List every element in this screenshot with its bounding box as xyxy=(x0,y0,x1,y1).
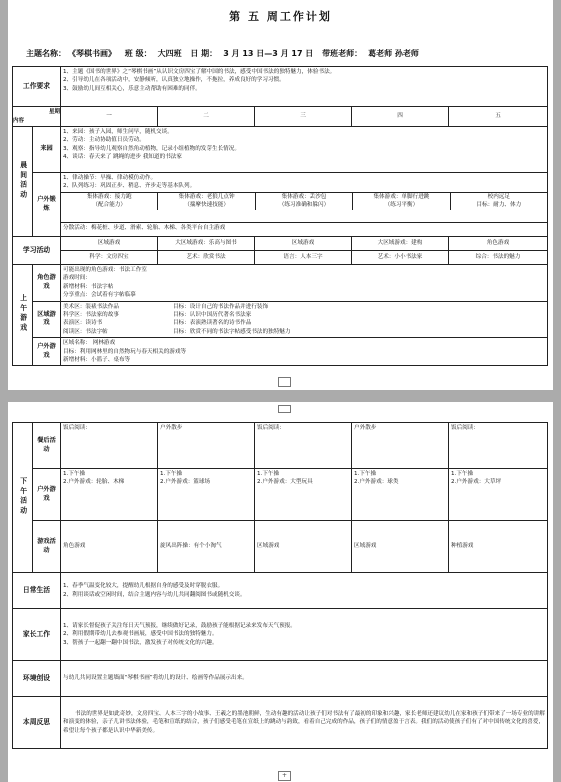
daily-life-content: 1、春季气温变化较大，提醒幼儿根据自身的感受及时穿脱衣服。 2、利用谈话或空闲时间，结合主题内容与幼儿共同翻阅图书或随机交谈。 xyxy=(61,573,548,609)
afternoon-outdoor-cell: 1.下午操 2.户外游戏：篮球场 xyxy=(158,469,255,521)
outdoor-game-1: 集体游戏：接力跑 （配合能力） xyxy=(61,193,158,210)
afternoon-game-cell: 种植游戏 xyxy=(449,521,548,573)
afternoon-outdoor-cell: 1.下午操 2.户外游戏：大型玩具 xyxy=(255,469,352,521)
morning-label: 晨间活动 xyxy=(13,127,33,237)
weekday-header-corner xyxy=(13,107,61,127)
theme-label: 主题名称： xyxy=(26,49,66,58)
parents-work-content: 1、请家长督促孩子关注每日天气预报，继续做好记录，鼓励孩子能根据记录来发布天气预报。 2、利用假期带幼儿去参观书画展，感受中国书法的独特魅力。 3、帮孩子一起翻一翻中国书法，激发孩子对传统文化的兴趣。 xyxy=(61,609,548,661)
goal-line: 2、引导幼儿在各项活动中，安静倾听，认真独立地操作，不拖拉，养成良好的学习习惯。 xyxy=(63,77,285,84)
class-value: 大四班 xyxy=(157,49,182,58)
outdoor-line: 2、队列练习：巩固正步、稍息、齐步走等基本队列。 xyxy=(63,183,196,190)
afternoon-outdoor-cell: 1.下午操 2.户外游戏：轮胎、木梯 xyxy=(61,469,158,521)
after-meal-cell: 饭后阅读： xyxy=(255,423,352,469)
plan-table-2 xyxy=(12,422,548,749)
outdoor-play-label: 户外游戏 xyxy=(33,338,61,366)
date-label: 日 期： xyxy=(190,49,218,58)
outdoor-free-play: 分散活动：梅花桩、步道、滑索、轮胎、木梯、各类平台自主游戏 xyxy=(61,223,548,237)
weekday-label: 星期 xyxy=(48,108,60,115)
after-meal-cell: 饭后阅读： xyxy=(449,423,548,469)
afternoon-game-cell: 区域游戏 xyxy=(352,521,449,573)
role-play-label: 角色游戏 xyxy=(33,265,61,302)
arrive-content xyxy=(61,127,548,173)
afternoon-game-cell: 旋风出阵操：有个小淘气 xyxy=(158,521,255,573)
teacher-label: 带班老师： xyxy=(322,49,363,58)
goals-content xyxy=(61,67,548,107)
after-meal-cell: 户外散步 xyxy=(158,423,255,469)
weekday-3: 三 xyxy=(255,107,352,127)
page-marker[interactable]: + xyxy=(278,771,291,781)
arrive-line: 3、观察：指导幼儿观察自然角动植物，记录小组植物的发芽生长情况。 xyxy=(63,145,240,152)
teacher-value: 葛老师 孙老师 xyxy=(368,49,419,58)
arrive-label: 来园 xyxy=(33,127,61,173)
role-play-content: 可能出现的角色游戏：书法工作室 游戏时间： 新增材料：书法字帖 分享重点：会试着有字帖临摹 xyxy=(61,265,548,302)
learning-cell: 大区域游戏：乐高与图书 xyxy=(158,237,255,251)
weekday-5: 五 xyxy=(449,107,548,127)
afternoon-outdoor-cell: 1.下午操 2.户外游戏：大草坪 xyxy=(449,469,548,521)
weekday-1: 一 xyxy=(61,107,158,127)
afternoon-outdoor-label: 户外游戏 xyxy=(33,469,61,521)
afternoon-label: 下午活动 xyxy=(13,423,33,573)
learning-cell: 语言：人本三字 xyxy=(255,251,352,265)
arrive-line: 1、来园：孩子入园，师生问早，随机交谈。 xyxy=(63,129,173,135)
learning-cell: 艺术：欣赏书法 xyxy=(158,251,255,265)
learning-label: 学习活动 xyxy=(13,237,61,265)
outdoor-game-2: 集体游戏：老狼几点钟 （揣摩快速技能） xyxy=(158,193,255,210)
morning-outdoor-content xyxy=(61,173,548,223)
page-1 xyxy=(8,0,553,390)
learning-cell: 角色游戏 xyxy=(449,237,548,251)
page-2 xyxy=(8,402,553,782)
morning-games-label: 上午游戏 xyxy=(13,265,33,366)
outdoor-game-4: 集体游戏：单脚行进跳 （练习平衡） xyxy=(353,193,450,210)
learning-cell: 科学：文房四宝 xyxy=(61,251,158,265)
theme-value: 《琴棋书画》 xyxy=(72,49,116,58)
after-meal-cell: 饭后阅读： xyxy=(61,423,158,469)
outdoor-play-content: 区域名称： 网林游戏 目标：利用网林里的自然物玩与春天相关的游戏等 新增材料：小篮子、桌布等 xyxy=(61,338,548,366)
outdoor-game-5: 校内远足 目标：耐力、体力 xyxy=(476,193,522,209)
afternoon-outdoor-cell: 1.下午操 2.户外游戏：球类 xyxy=(352,469,449,521)
arrive-line: 4、谈话：春天来了 跳绳的进步 我知道的书法家 xyxy=(63,154,182,161)
afternoon-game-cell: 区域游戏 xyxy=(255,521,352,573)
plan-meta xyxy=(26,48,425,59)
afternoon-game-cell: 角色游戏 xyxy=(61,521,158,573)
learning-cell: 大区域游戏：建构 xyxy=(352,237,449,251)
learning-cell: 区域游戏 xyxy=(255,237,352,251)
area-play-label: 区域游戏 xyxy=(33,301,61,338)
daily-life-label: 日常生活 xyxy=(13,573,61,609)
weekday-4: 四 xyxy=(352,107,449,127)
date-value: 3 月 13 日—3 月 17 日 xyxy=(223,49,314,58)
learning-cell: 综合：书法的魅力 xyxy=(449,251,548,265)
goal-line: 3、鼓励幼儿间互相关心，乐意主动帮助有困难的同伴。 xyxy=(63,85,201,92)
plan-table-1 xyxy=(12,66,548,366)
morning-outdoor-label: 户外锻炼 xyxy=(33,173,61,237)
page-title: 第 五 周工作计划 xyxy=(229,10,332,23)
after-meal-label: 餐后活动 xyxy=(33,423,61,469)
afternoon-games-label: 游戏活动 xyxy=(33,521,61,573)
reflection-label: 本周反思 xyxy=(13,697,61,749)
reflection-content: 书法的世界是如此奇妙，文房四宝、人本三字的小故事、王羲之的墨池朝鲜，生动有趣的活动让孩子们对书法有了最初的印象和兴趣，家长老师还建议幼儿在家和孩子们带来了一场专业的讲解和演变的体验，亲子儿讲书法体验，毛笔和宣纸的结合，孩子们感受毛笔在宣纸上的跳动与韵致，看着自己完成的作品，孩子们的情意盈于言表。我们的活动使孩子们有了对中国传统文化的喜爱，希望让每个孩子都是认识中华新美传。 xyxy=(61,697,548,749)
content-label: 内容 xyxy=(13,117,25,124)
arrive-line: 2、劳动：主动协助值日员劳动。 xyxy=(63,137,145,144)
area-play-content: 美术区：装裱书法作品 目标：设计自己的书法作品并进行装饰 科学区：书法家的故事 目标：认识中国历代著名书法家 表演区：读诗书 目标：表演熟读著名的诗书作品 阅读区：书法字帖 目标：欣赏不同的书法字帖感受书法的独特魅力 xyxy=(61,301,548,338)
page-top-marker xyxy=(278,405,291,413)
after-meal-cell: 户外散步 xyxy=(352,423,449,469)
goal-line: 1、主题《国书的世界》之“琴棋书画”从认识文房四宝了解中国的书法，感受中国书法的独特魅力，体验书法。 xyxy=(63,69,336,75)
learning-cell: 区域游戏 xyxy=(61,237,158,251)
environment-label: 环境创设 xyxy=(13,661,61,697)
page-break-marker[interactable] xyxy=(278,377,291,387)
outdoor-game-3: 集体游戏：丢沙包 （练习准确和躲闪） xyxy=(256,193,353,210)
weekday-2: 二 xyxy=(158,107,255,127)
environment-content: 与幼儿共同设置主题墙面“琴棋书画”将幼儿的设计、绘画等作品展示出来。 xyxy=(61,661,548,697)
outdoor-line: 1、律动操节：早操、律动模仿动作。 xyxy=(63,175,157,181)
learning-cell: 艺术：小小书法家 xyxy=(352,251,449,265)
class-label: 班 级： xyxy=(124,49,152,58)
goals-label: 工作要求 xyxy=(13,67,61,107)
parents-work-label: 家长工作 xyxy=(13,609,61,661)
